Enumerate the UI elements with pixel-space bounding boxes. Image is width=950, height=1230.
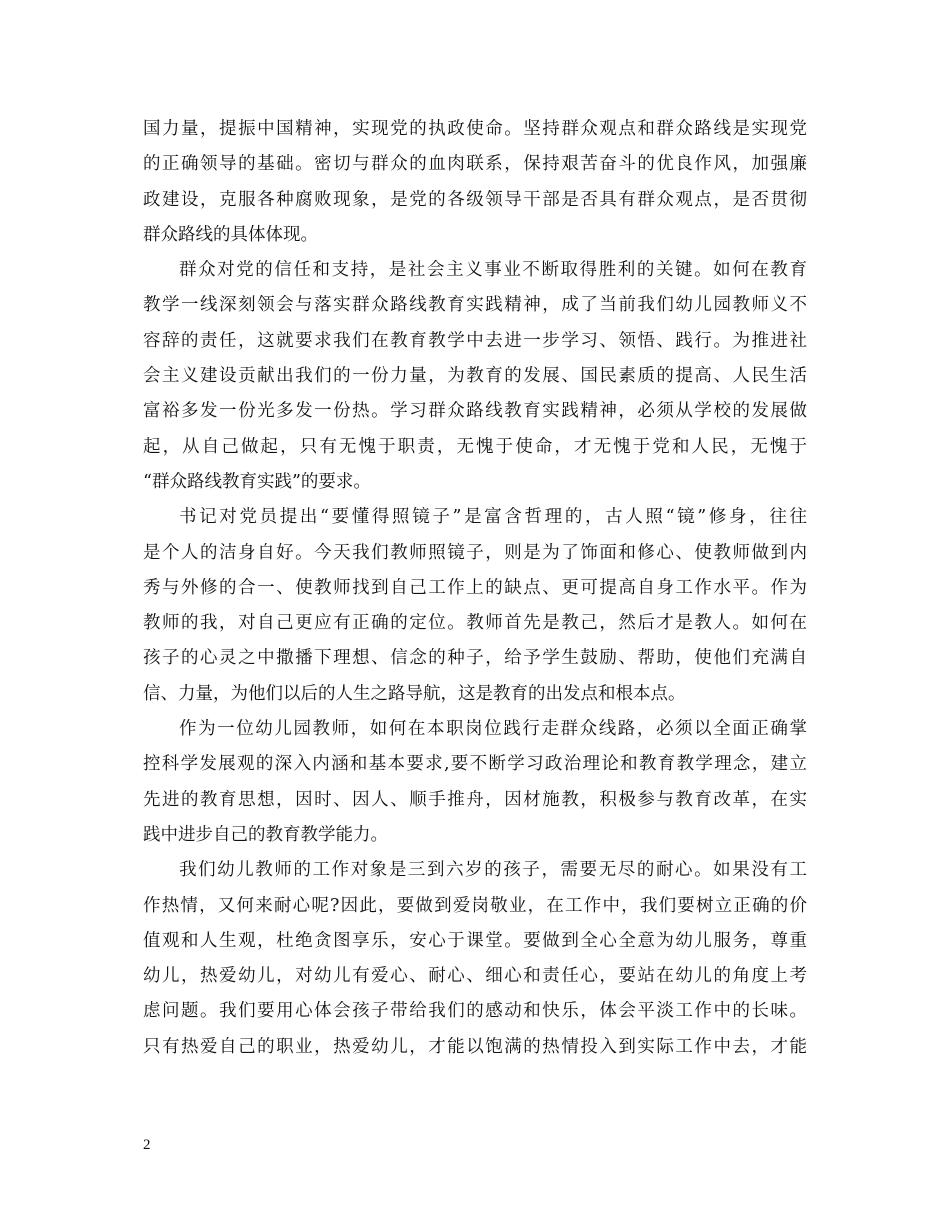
paragraph xyxy=(143,853,807,1065)
text-line: 政建设，克服各种腐败现象，是党的各级领导干部是否具有群众观点，是否贯彻 xyxy=(143,189,807,210)
text-line: 富裕多发一份光多发一份热。学习群众路线教育实践精神，必须从学校的发展做 xyxy=(143,401,807,422)
text-line: 孩子的心灵之中撒播下理想、信念的种子，给予学生鼓励、帮助，使他们充满自 xyxy=(143,648,807,669)
text-line: 作为一位幼儿园教师，如何在本职岗位践行走群众线路，必须以全面正确掌 xyxy=(179,719,807,740)
text-line: 作热情，又何来耐心呢?因此，要做到爱岗敬业，在工作中，我们要树立正确的价 xyxy=(143,895,807,916)
text-line: 虑问题。我们要用心体会孩子带给我们的感动和快乐，体会平淡工作中的长味。 xyxy=(143,1001,807,1022)
paragraph xyxy=(143,112,807,253)
text-line: 只有热爱自己的职业，热爱幼儿，才能以饱满的热情投入到实际工作中去，才能 xyxy=(143,1036,807,1057)
text-line: 秀与外修的合一、使教师找到自己工作上的缺点、更可提高自身工作水平。作为 xyxy=(143,577,807,598)
text-line: 会主义建设贡献出我们的一份力量，为教育的发展、国民素质的提高、人民生活 xyxy=(143,366,807,387)
paragraph xyxy=(143,500,807,712)
text-line: 值观和人生观，杜绝贪图享乐，安心于课堂。要做到全心全意为幼儿服务，尊重 xyxy=(143,930,807,951)
text-line: 是个人的洁身自好。今天我们教师照镜子，则是为了饰面和修心、使教师做到内 xyxy=(143,542,807,563)
text-line: 控科学发展观的深入内涵和基本要求,要不断学习政治理论和教育教学理念，建立 xyxy=(143,754,807,775)
text-line: 群众对党的信任和支持，是社会主义事业不断取得胜利的关键。如何在教育 xyxy=(179,260,807,281)
text-line: 践中进步自己的教育教学能力。 xyxy=(143,824,388,845)
text-line: 起，从自己做起，只有无愧于职责，无愧于使命，才无愧于党和人民，无愧于 xyxy=(143,436,807,457)
paragraph xyxy=(143,712,807,853)
text-line: 的正确领导的基础。密切与群众的血肉联系，保持艰苦奋斗的优良作风，加强廉 xyxy=(143,154,807,175)
text-line: 我们幼儿教师的工作对象是三到六岁的孩子，需要无尽的耐心。如果没有工 xyxy=(179,860,807,881)
text-line: 幼儿，热爱幼儿，对幼儿有爱心、耐心、细心和责任心，要站在幼儿的角度上考 xyxy=(143,966,807,987)
text-line: 容辞的责任，这就要求我们在教育教学中去进一步学习、领悟、践行。为推进社 xyxy=(143,330,807,351)
text-line: 国力量，提振中国精神，实现党的执政使命。坚持群众观点和群众路线是实现党 xyxy=(143,119,807,139)
text-line: 信、力量，为他们以后的人生之路导航，这是教育的出发点和根本点。 xyxy=(143,683,686,704)
text-line: 教学一线深刻领会与落实群众路线教育实践精神，成了当前我们幼儿园教师义不 xyxy=(143,295,807,316)
text-line: “群众路线教育实践”的要求。 xyxy=(143,471,371,492)
text-line: 教师的我，对自己更应有正确的定位。教师首先是教己，然后才是教人。如何在 xyxy=(143,613,807,634)
paragraph xyxy=(143,253,807,500)
text-line: 群众路线的具体体现。 xyxy=(143,224,318,245)
page-number: 2 xyxy=(143,1137,151,1153)
text-line: 书记对党员提出“要懂得照镜子”是富含哲理的，古人照“镜”修身，往往 xyxy=(179,507,807,528)
text-line: 先进的教育思想，因时、因人、顺手推舟，因材施教，积极参与教育改革，在实 xyxy=(143,789,807,810)
document-body xyxy=(143,112,807,1065)
